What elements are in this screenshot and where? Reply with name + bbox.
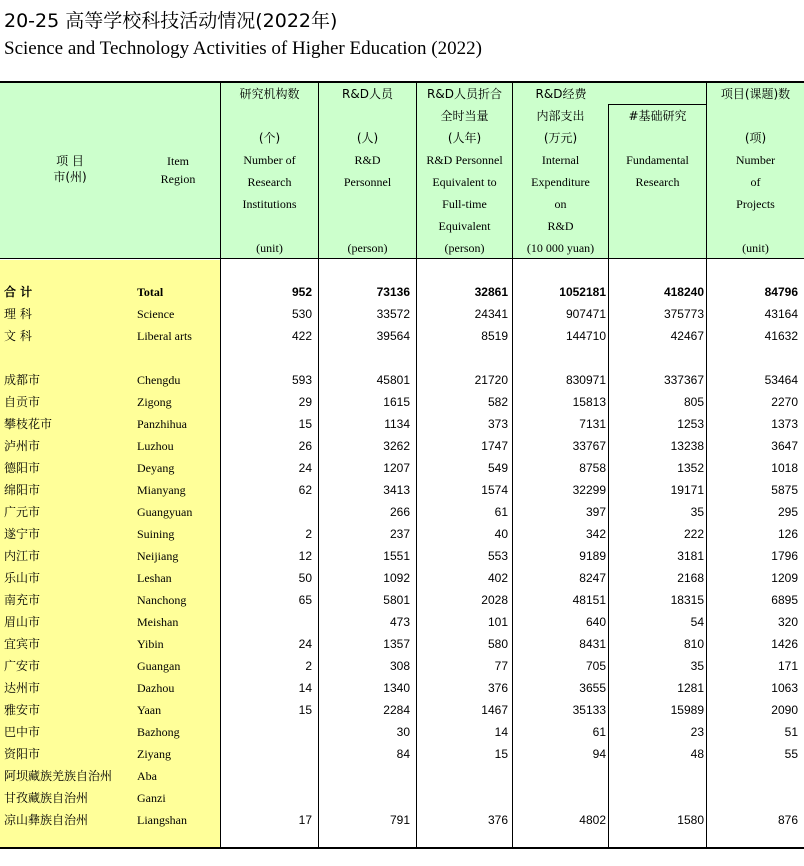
table-cell: 33572 [376,307,410,321]
table-cell: 237 [389,527,410,541]
row-label-en: Liangshan [137,813,187,827]
table-cell: 2090 [771,703,798,717]
table-cell: 376 [487,813,508,827]
table-cell: 376 [487,681,508,695]
table-cell: 101 [487,615,508,629]
table-cell: 14 [494,725,508,739]
row-label-en: Liberal arts [137,329,192,343]
table-cell: 51 [784,725,798,739]
row-label-en: Nanchong [137,593,187,607]
row-label-cn: 南充市 [4,593,41,607]
table-cell: 4802 [579,813,606,827]
row-label-cn: 眉山市 [4,615,41,629]
row-label-en: Science [137,307,175,321]
row-label-cn: 阿坝藏族羌族自治州 [4,769,113,783]
row-label-cn: 广元市 [4,505,41,519]
row-label-cn: 自贡市 [4,395,41,409]
header-expenditure-group: R&D经费 [535,87,587,101]
row-label-en: Dazhou [137,681,175,695]
table-cell: 9189 [579,549,606,563]
page-title-en: Science and Technology Activities of Higher Education (2022) [4,38,482,59]
table-cell: 2168 [677,571,704,585]
table-cell: 55 [784,747,798,761]
table-cell: 7131 [579,417,606,431]
table-cell: 62 [298,483,312,497]
row-label-en: Suining [137,527,175,541]
table-cell: 24341 [474,307,508,321]
table-cell: 810 [683,637,704,651]
table-cell: 94 [592,747,606,761]
row-label-en: Panzhihua [137,417,187,431]
table-cell: 13238 [670,439,704,453]
table-row [0,435,804,457]
table-cell: 29 [298,395,312,409]
row-label-en: Chengdu [137,373,181,387]
row-label-en: Yibin [137,637,164,651]
row-label-en: Yaan [137,703,162,717]
row-label-cn: 泸州市 [4,439,41,453]
table-cell: 1615 [383,395,410,409]
table-cell: 144710 [565,329,606,343]
table-cell: 805 [683,395,704,409]
table-cell: 952 [291,285,312,299]
row-label-cn: 宜宾市 [4,637,41,651]
table-cell: 32299 [572,483,606,497]
table-row [0,743,804,765]
row-label-cn: 达州市 [4,681,41,695]
table-cell: 791 [389,813,410,827]
table-cell: 43164 [764,307,798,321]
table-cell: 84796 [764,285,798,299]
table-cell: 1063 [771,681,798,695]
table-cell: 1281 [677,681,704,695]
table-cell: 1373 [771,417,798,431]
table-row [0,567,804,589]
table-cell: 308 [389,659,410,673]
row-label-en: Neijiang [137,549,179,563]
table-row [0,479,804,501]
row-label-cn: 雅安市 [4,703,41,717]
table-cell: 45801 [376,373,410,387]
table-cell: 1134 [384,417,410,431]
header-basic-research: #基础研究 Fundamental Research [626,109,689,189]
header-item-en: Item Region [160,154,196,186]
table-row [0,501,804,523]
table-cell: 26 [298,439,312,453]
table-cell: 30 [396,725,410,739]
table-cell: 50 [298,571,312,585]
table-cell: 18315 [670,593,704,607]
table-cell: 266 [389,505,410,519]
row-label-cn: 成都市 [4,373,41,387]
table-cell: 15989 [670,703,704,717]
row-label-cn: 攀枝花市 [4,417,53,431]
table-cell: 907471 [565,307,606,321]
table-cell: 42467 [670,329,704,343]
table-cell: 5801 [383,593,410,607]
table-cell: 21720 [474,373,508,387]
table-cell: 473 [389,615,410,629]
table-cell: 705 [585,659,606,673]
table-row [0,545,804,567]
table-cell: 2270 [771,395,798,409]
table-cell: 1357 [383,637,410,651]
table-cell: 342 [585,527,606,541]
row-label-en: Ziyang [137,747,171,761]
table-row [0,765,804,787]
row-label-en: Meishan [137,615,179,629]
table-row [0,457,804,479]
table-cell: 40 [494,527,508,541]
row-label-en: Deyang [137,461,175,475]
table-row [0,611,804,633]
table-cell: 530 [291,307,312,321]
table-cell: 14 [298,681,312,695]
table-cell: 402 [487,571,508,585]
table-cell: 1551 [383,549,410,563]
table-row [0,369,804,391]
row-label-cn: 内江市 [4,549,41,563]
table-cell: 422 [291,329,312,343]
table-row [0,391,804,413]
table-cell: 19171 [670,483,704,497]
table-cell: 2 [305,527,312,541]
row-label-en: Guangan [137,659,181,673]
table-cell: 5875 [771,483,798,497]
table-cell: 553 [487,549,508,563]
row-label-cn: 绵阳市 [4,483,41,497]
table-cell: 2028 [481,593,508,607]
table-cell: 3413 [383,483,410,497]
table-cell: 1207 [383,461,410,475]
table-cell: 15 [298,417,312,431]
row-label-en: Mianyang [137,483,186,497]
row-label-en: Guangyuan [137,505,193,519]
row-label-cn: 巴中市 [4,725,41,739]
table-cell: 830971 [565,373,606,387]
row-label-cn: 理 科 [4,307,32,321]
table-cell: 373 [487,417,508,431]
table-cell: 15 [494,747,508,761]
table-cell: 15813 [572,395,606,409]
table-cell: 1209 [771,571,798,585]
table-cell: 1467 [481,703,508,717]
table-cell: 640 [585,615,606,629]
table-row [0,281,804,303]
table-cell: 77 [494,659,508,673]
table-cell: 8758 [579,461,606,475]
table-cell: 61 [494,505,508,519]
table-cell: 1253 [677,417,704,431]
table-row [0,655,804,677]
table-cell: 1018 [771,461,798,475]
table-cell: 593 [291,373,312,387]
table-row [0,589,804,611]
table-cell: 320 [777,615,798,629]
header-expenditure: 内部支出 (万元) Internal Expenditure on R&D (10 000 yuan) [526,109,595,255]
page-title-cn: 20-25 高等学校科技活动情况(2022年) [4,10,338,32]
table-row [0,413,804,435]
table-cell: 3647 [771,439,798,453]
table-cell: 1747 [481,439,508,453]
table-cell: 61 [592,725,606,739]
table-cell: 1574 [481,483,508,497]
table-cell: 15 [298,703,312,717]
table-cell: 1052181 [559,285,606,299]
row-label-en: Ganzi [137,791,166,805]
row-label-cn: 德阳市 [4,461,41,475]
table-cell: 3262 [383,439,410,453]
row-label-en: Zigong [137,395,172,409]
table-row [0,787,804,809]
table-cell: 73136 [376,285,410,299]
table-cell: 54 [690,615,704,629]
table-cell: 41632 [764,329,798,343]
table-cell: 48 [690,747,704,761]
table-cell: 375773 [663,307,704,321]
row-label-cn: 凉山彝族自治州 [4,813,89,827]
table-row [0,523,804,545]
row-label-en: Luzhou [137,439,174,453]
table-cell: 65 [298,593,312,607]
header-item-cn: 项 目 市(州) [53,154,87,184]
table-cell: 126 [777,527,798,541]
table-cell: 35 [690,659,704,673]
table-cell: 582 [487,395,508,409]
row-label-cn: 遂宁市 [4,527,41,541]
table-cell: 33767 [572,439,606,453]
table-cell: 8519 [481,329,508,343]
bottom-rule [0,847,804,849]
row-label-en: Bazhong [137,725,180,739]
table-cell: 1092 [383,571,410,585]
table-cell: 549 [487,461,508,475]
table-cell: 418240 [663,285,704,299]
table-cell: 1352 [677,461,704,475]
row-label-cn: 甘孜藏族自治州 [4,791,89,805]
table-row [0,633,804,655]
header-fte: R&D人员折合 全时当量 (人年) R&D Personnel Equivalent to Full-time Equivalent (person) [426,87,503,255]
table-cell: 17 [298,813,312,827]
row-label-cn: 合 计 [4,285,33,299]
table-cell: 1580 [677,813,704,827]
table-cell: 84 [396,747,410,761]
table-cell: 39564 [376,329,410,343]
row-label-cn: 广安市 [4,659,41,673]
table-cell: 1340 [383,681,410,695]
row-label-cn: 乐山市 [4,571,41,585]
header-projects: 项目(课题)数 (项) Number of Projects (unit) [720,87,791,255]
table-cell: 1796 [771,549,798,563]
table-cell: 24 [298,637,312,651]
table-cell: 32861 [474,285,508,299]
table-cell: 6895 [771,593,798,607]
table-cell: 24 [298,461,312,475]
table-cell: 35133 [572,703,606,717]
table-cell: 580 [487,637,508,651]
table-cell: 3655 [579,681,606,695]
header-personnel: R&D人员 (人) R&D Personnel (person) [342,87,393,255]
row-label-cn: 文 科 [4,329,32,343]
table-cell: 8431 [579,637,606,651]
header-institutions: 研究机构数 (个) Number of Research Institutions (unit) [239,87,300,255]
table-cell: 295 [777,505,798,519]
table-row [0,677,804,699]
row-label-en: Aba [137,769,157,783]
row-label-en: Leshan [137,571,172,585]
table-cell: 8247 [579,571,606,585]
table-row [0,347,804,369]
table-row [0,721,804,743]
table-cell: 337367 [663,373,704,387]
table-row [0,303,804,325]
table-row [0,699,804,721]
row-label-en: Total [137,285,164,299]
table-cell: 876 [777,813,798,827]
table-cell: 171 [777,659,798,673]
table-cell: 53464 [764,373,798,387]
table-row [0,809,804,831]
table-cell: 397 [585,505,606,519]
table-cell: 2 [305,659,312,673]
table-cell: 48151 [572,593,606,607]
table-cell: 35 [690,505,704,519]
table-cell: 2284 [383,703,410,717]
table-cell: 222 [683,527,704,541]
table-cell: 1426 [771,637,798,651]
table-cell: 3181 [677,549,704,563]
table-row [0,325,804,347]
table-cell: 12 [298,549,312,563]
row-label-cn: 资阳市 [4,747,41,761]
table-cell: 23 [690,725,704,739]
